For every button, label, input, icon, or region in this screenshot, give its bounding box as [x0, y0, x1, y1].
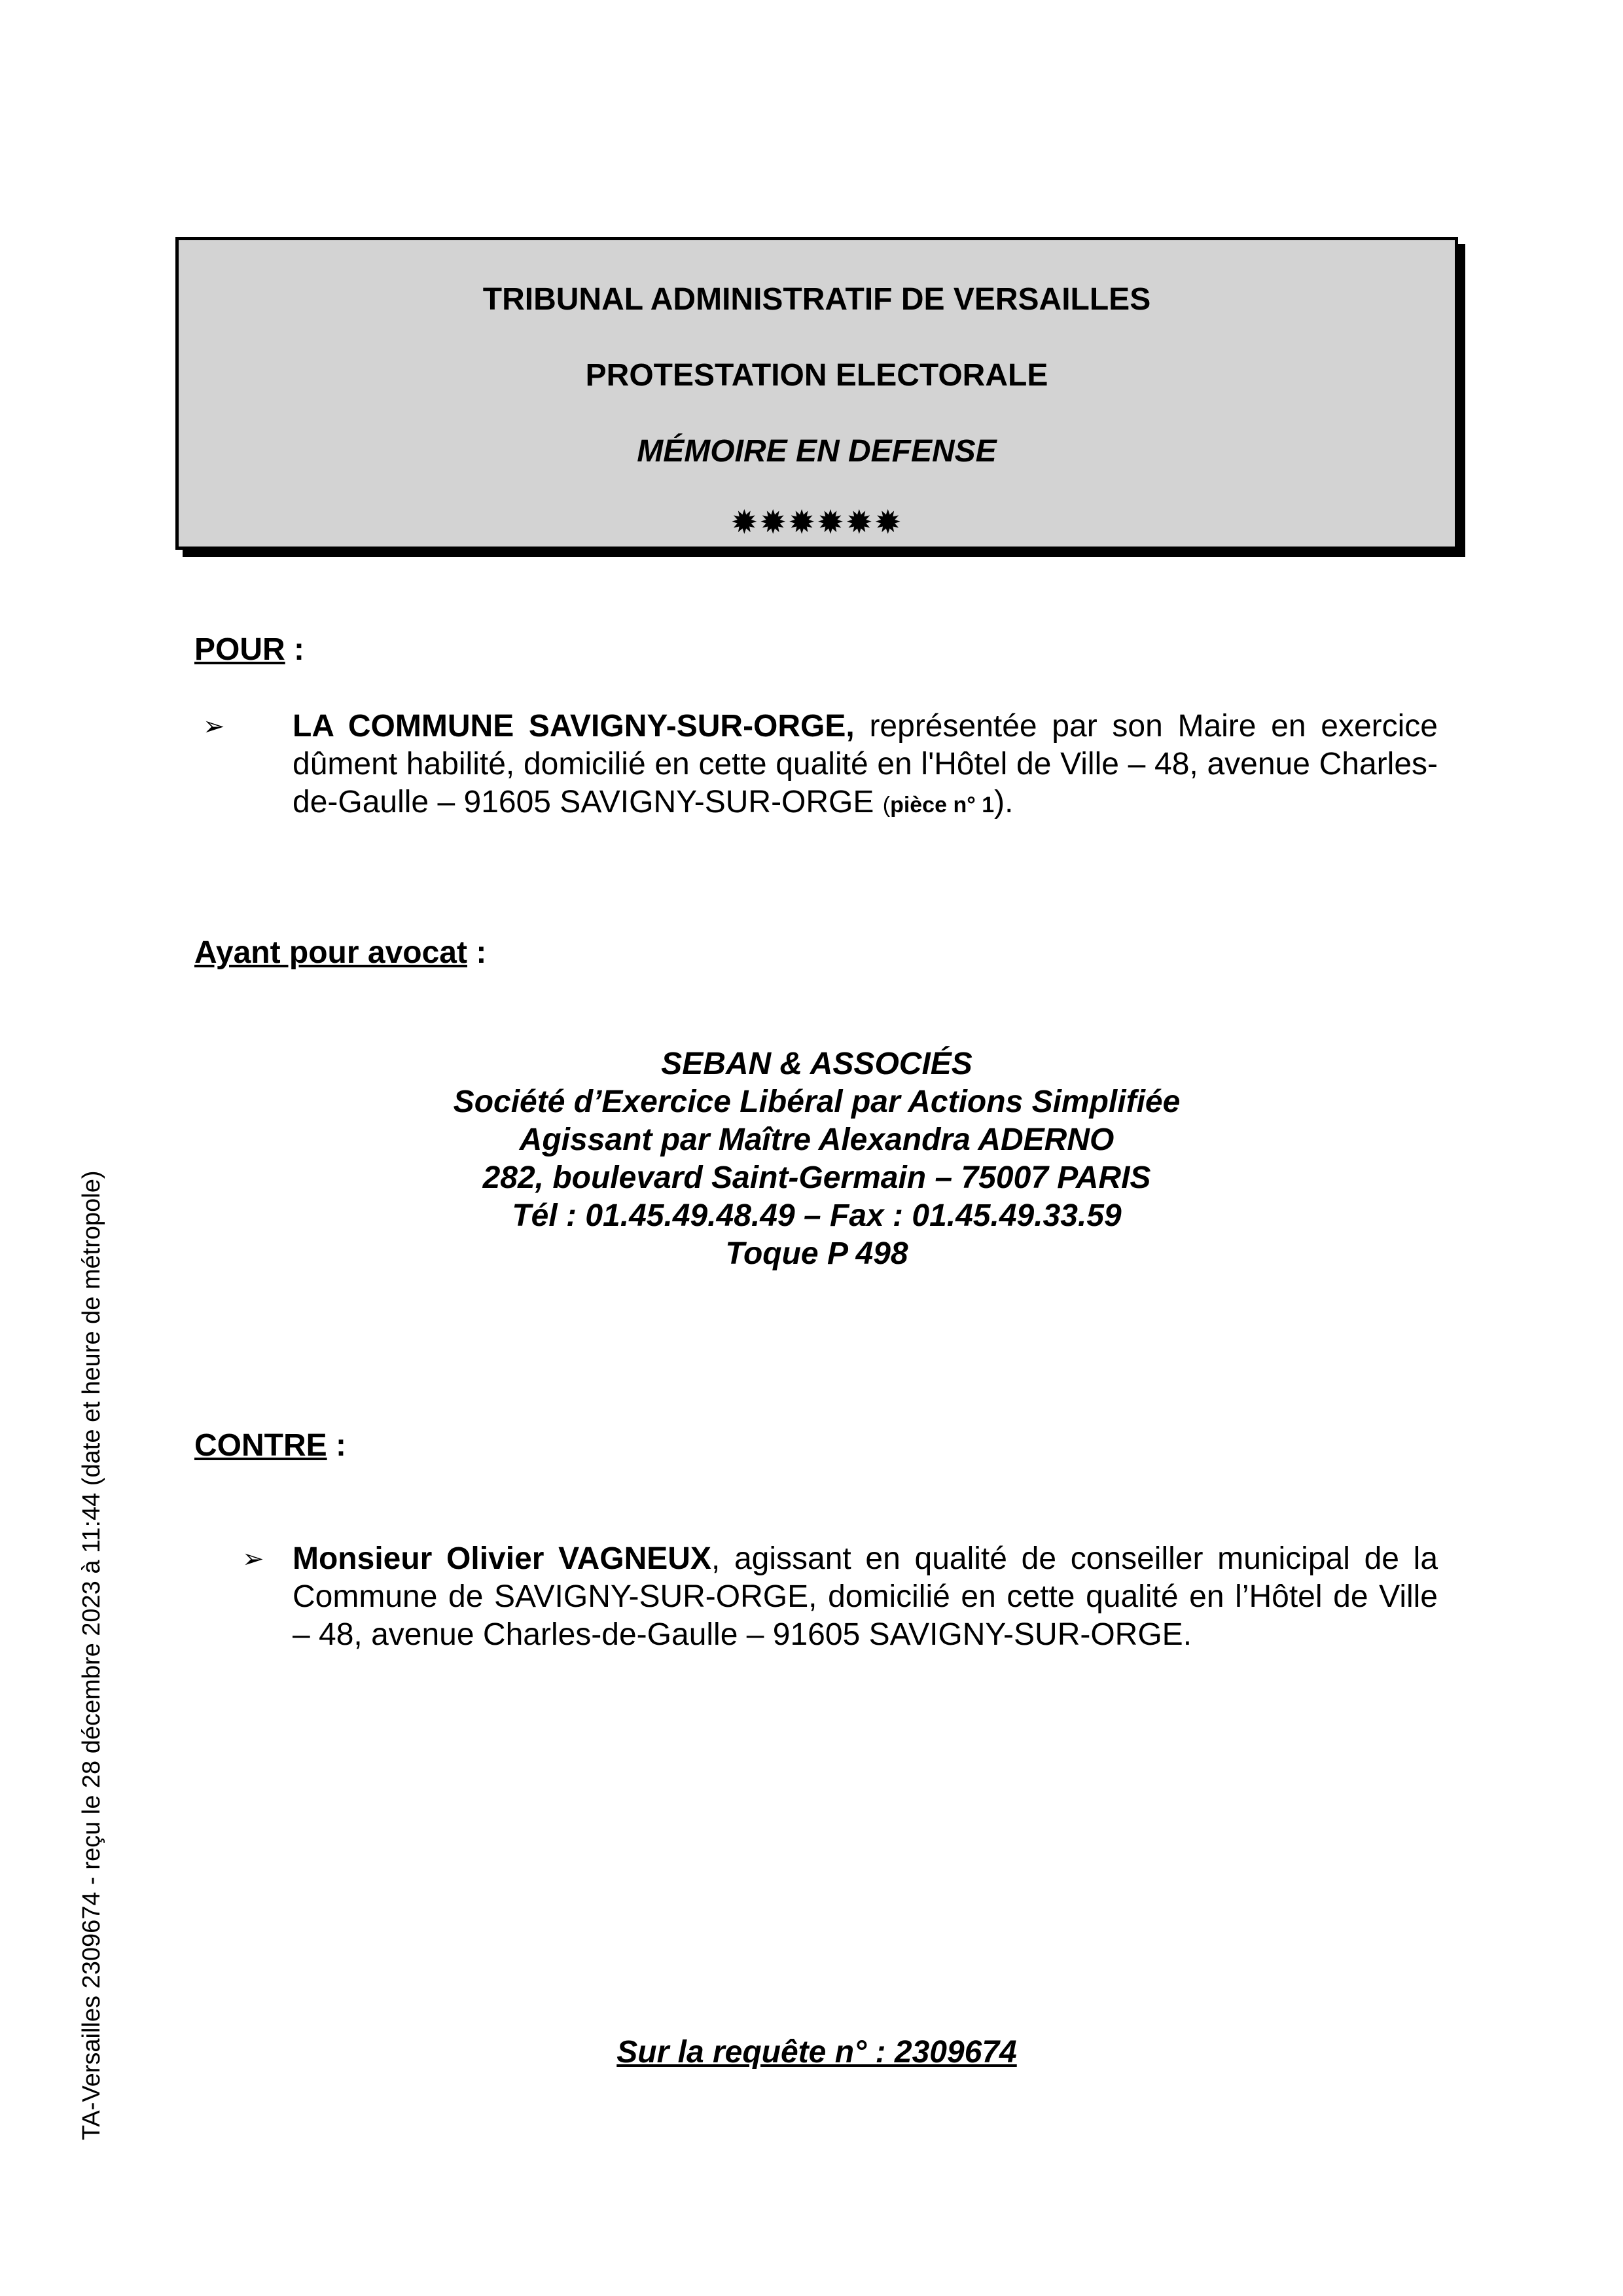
contre-colon: :	[327, 1428, 346, 1463]
law-firm-block	[175, 1045, 1458, 1273]
pour-party-text: représentée par son Maire en exercice dûment habilité, domicilié en cette qualité en l'Hôtel de Ville – 48, avenue Charles-de-Gaulle – 91605 SAVIGNY-SUR-ORGE	[293, 709, 1438, 819]
header-box	[175, 237, 1458, 550]
firm-acting-lawyer: Agissant par Maître Alexandra ADERNO	[519, 1122, 1115, 1157]
avocat-label: Ayant pour avocat	[194, 935, 467, 970]
exhibit-close: ).	[994, 785, 1014, 819]
pour-party-name: LA COMMUNE SAVIGNY-SUR-ORGE,	[293, 709, 855, 744]
contre-heading	[194, 1427, 346, 1465]
firm-address: 282, boulevard Saint-Germain – 75007 PARIS	[482, 1160, 1151, 1195]
firm-type: Société d’Exercice Libéral par Actions Simplifiée	[453, 1085, 1181, 1119]
request-number: Sur la requête n° : 2309674	[616, 2035, 1017, 2070]
avocat-colon: :	[467, 935, 487, 970]
contre-party-paragraph	[293, 1540, 1438, 1654]
pour-label: POUR	[194, 632, 285, 667]
request-number-line	[175, 2034, 1458, 2072]
contre-party-name: Monsieur Olivier VAGNEUX	[293, 1541, 711, 1576]
pour-party-paragraph	[293, 708, 1438, 824]
exhibit-reference: pièce n° 1	[890, 793, 995, 817]
ornament-stars-icon: ✹✹✹✹✹✹	[730, 504, 903, 541]
exhibit-open: (	[882, 793, 891, 817]
firm-contact: Tél : 01.45.49.48.49 – Fax : 01.45.49.33.59	[512, 1198, 1122, 1233]
avocat-heading	[194, 934, 486, 972]
arrow-bullet-icon: ➢	[242, 1545, 264, 1573]
arrow-bullet-icon: ➢	[203, 712, 225, 741]
receipt-stamp: TA-Versailles 2309674 - reçu le 28 décembre 2023 à 11:44 (date et heure de métropole)	[78, 1170, 105, 2140]
document-type-title: MÉMOIRE EN DEFENSE	[637, 434, 997, 469]
court-title: TRIBUNAL ADMINISTRATIF DE VERSAILLES	[482, 282, 1151, 317]
firm-toque: Toque P 498	[725, 1236, 908, 1271]
firm-name: SEBAN & ASSOCIÉS	[661, 1047, 972, 1081]
pour-heading	[194, 631, 304, 669]
procedure-title: PROTESTATION ELECTORALE	[585, 358, 1048, 393]
contre-party-text: , agissant en qualité de conseiller municipal de la Commune de SAVIGNY-SUR-ORGE, domicilié en cette qualité en l’Hôtel de Ville – 48, avenue Charles-de-Gaulle – 91605 SAVIGNY-SUR-ORGE.	[293, 1541, 1438, 1652]
contre-label: CONTRE	[194, 1428, 327, 1463]
pour-colon: :	[285, 632, 305, 667]
